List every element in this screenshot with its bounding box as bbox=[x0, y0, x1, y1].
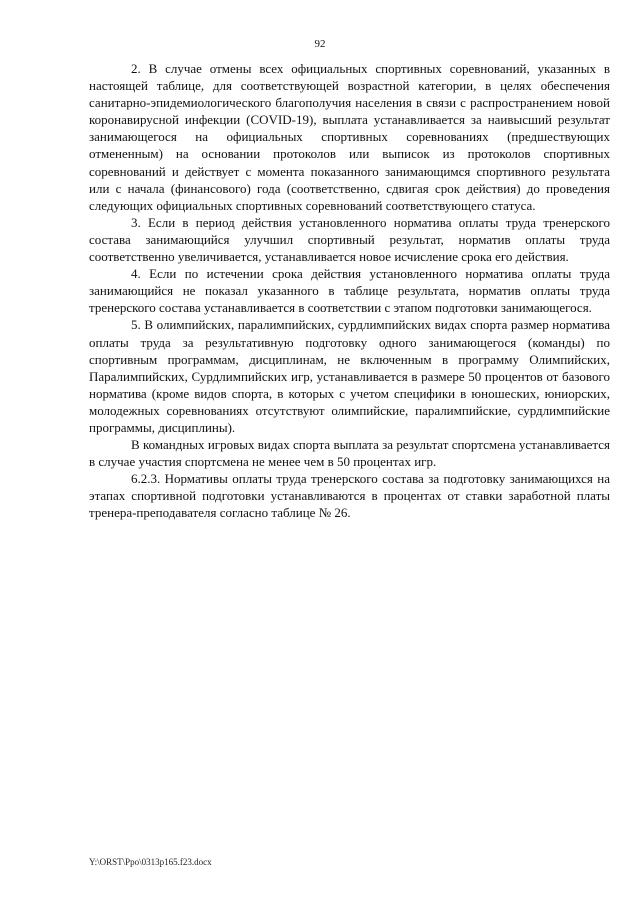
footer-file-path: Y:\ORST\Ppo\0313p165.f23.docx bbox=[89, 857, 212, 867]
paragraph-section-6-2-3: 6.2.3. Нормативы оплаты труда тренерского состава за подготовку занимающихся на этапах спортивной подготовки устанавливаются в процентах от ставки заработной платы тренера-преподавателя согласно таблице № 26. bbox=[89, 471, 610, 521]
paragraph-team-sports: В командных игровых видах спорта выплата за результат спортсмена устанавливается в случае участия спортсмена не менее чем в 50 процентах игр. bbox=[89, 437, 610, 470]
page-number: 92 bbox=[314, 38, 326, 50]
paragraph-item-4: 4. Если по истечении срока действия установленного норматива оплаты труда занимающийся не показал указанного в таблице результата, норматив оплаты труда тренерского состава устанавливается в соответствии с этапом подготовки занимающегося. bbox=[89, 266, 610, 316]
paragraph-item-5: 5. В олимпийских, паралимпийских, сурдлимпийских видах спорта размер норматива оплаты труда за результативную подготовку одного занимающегося (команды) по спортивным программам, дисциплинам, не включенным в программу Олимпийских, Паралимпийских, Сурдлимпийских игр, устанавливается в размере 50 процентов от базового норматива (кроме видов спорта, в которых с учетом специфики в юношеских, юниорских, молодежных соревнованиях отсутствуют олимпийские, паралимпийские, сурдлимпийские программы, дисциплины). bbox=[89, 317, 610, 435]
document-body bbox=[89, 60, 610, 522]
paragraph-item-3: 3. Если в период действия установленного норматива оплаты труда тренерского состава занимающийся улучшил спортивный результат, норматив оплаты труда соответственно увеличивается, устанавливается новое исчисление срока его действия. bbox=[89, 214, 610, 265]
paragraph-item-2: 2. В случае отмены всех официальных спортивных соревнований, указанных в настоящей таблице, для соответствующей возрастной категории, в целях обеспечения санитарно-эпидемиологического благополучия населения в связи с распространением новой коронавирусной инфекции (COVID-19), выплата устанавливается за наивысший результат занимающегося на официальных спортивных соревнованиях (предшествующих отмененным) на основании протоколов или выписок из протоколов спортивных соревнований и действует с момента показанного занимающимся спортивного результата или с начала (финансового) года (соответственно, сдвигая срок действия) до проведения следующих официальных спортивных соревнований соответствующего статуса. bbox=[89, 61, 610, 213]
